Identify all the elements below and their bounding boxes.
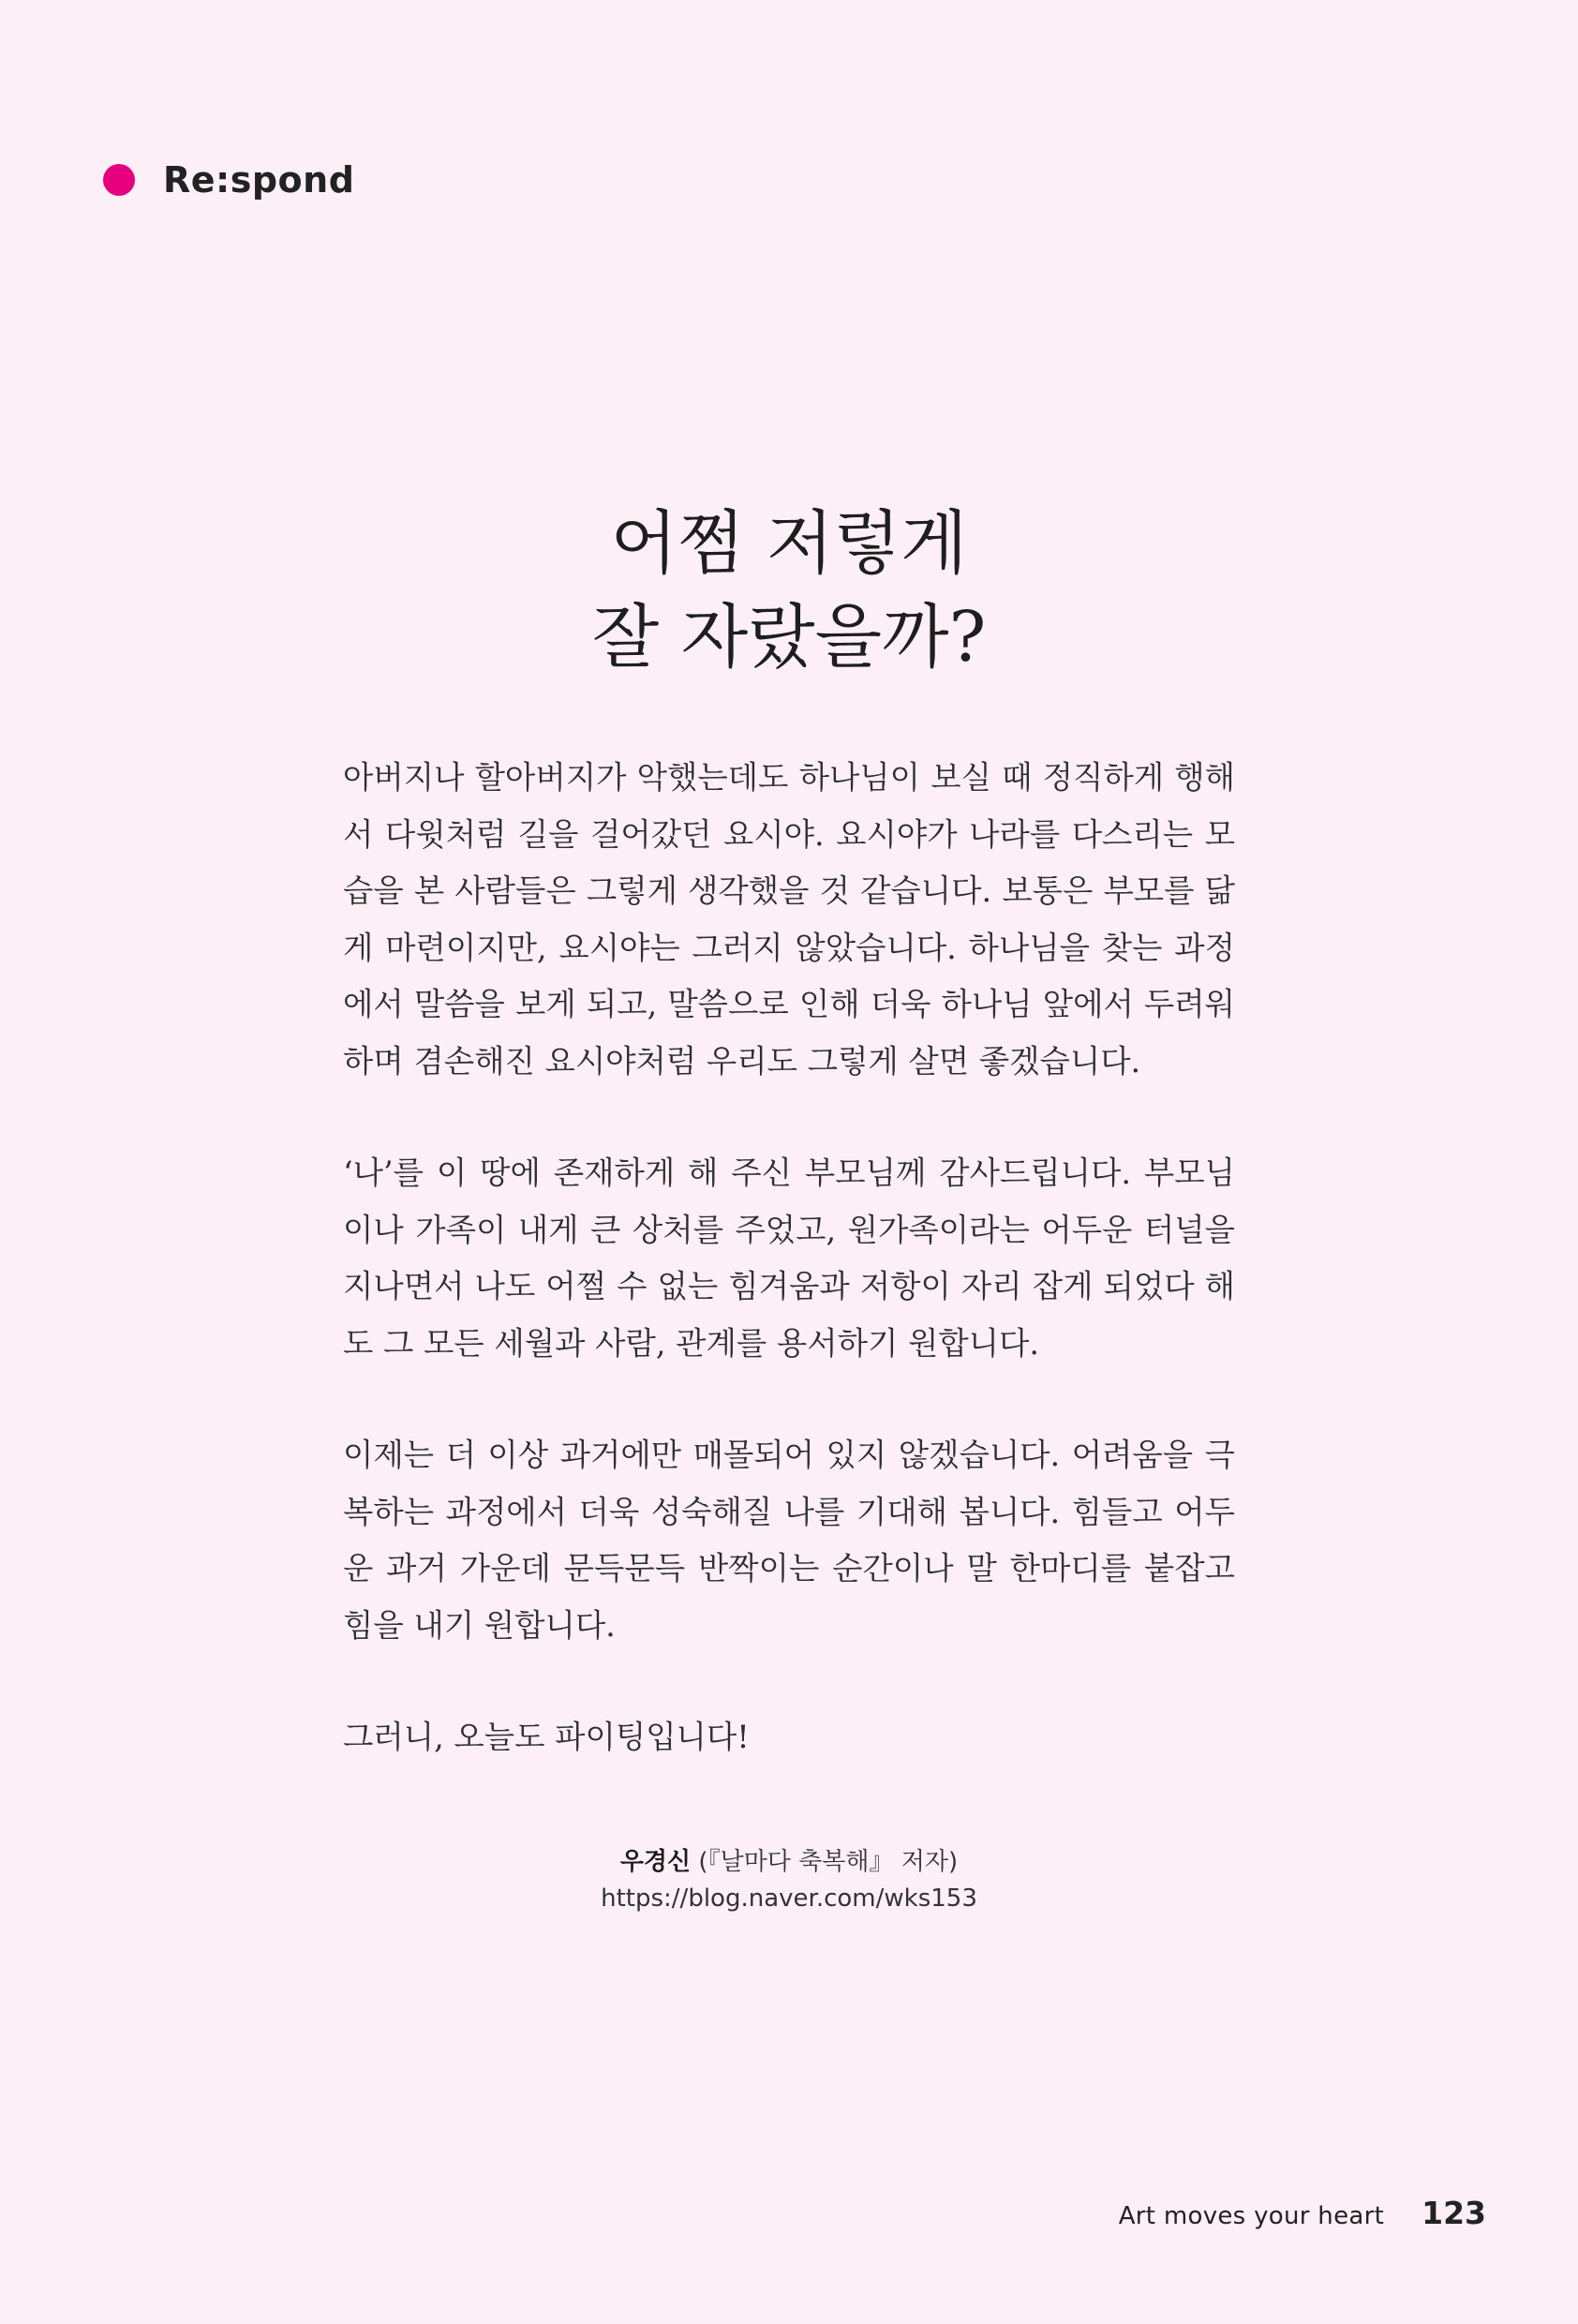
author-name: 우경신: [619, 1848, 692, 1876]
author-book-note: (『날마다 축복해』 저자): [691, 1848, 959, 1876]
article-title: [0, 497, 1578, 684]
section-header: [103, 159, 354, 201]
article-body: [343, 750, 1235, 1766]
author-blog-url: https://blog.naver.com/wks153: [601, 1885, 977, 1913]
section-label: Re:spond: [163, 159, 355, 201]
page-number: 123: [1422, 2195, 1486, 2231]
body-paragraph-2: ‘나’를 이 땅에 존재하게 해 주신 부모님께 감사드립니다. 부모님이나 가족이 내게 큰 상처를 주었고, 원가족이라는 어두운 터널을 지나면서 나도 어쩔 수 없는 힘겨움과 저항이 자리 잡게 되었다 해도 그 모든 세월과 사람, 관계를 용서하기 원합니다.: [343, 1155, 1235, 1362]
author-byline: [0, 1844, 1578, 1917]
author-line: [0, 1844, 1578, 1881]
body-paragraph-4: 그러니, 오늘도 파이팅입니다!: [343, 1719, 750, 1755]
footer-slogan: Art moves your heart: [1118, 2202, 1385, 2230]
body-paragraph-3: 이제는 더 이상 과거에만 매몰되어 있지 않겠습니다. 어려움을 극복하는 과정에서 더욱 성숙해질 나를 기대해 봅니다. 힘들고 어두운 과거 가운데 문득문득 반짝이는 순간이나 말 한마디를 붙잡고 힘을 내기 원합니다.: [343, 1437, 1235, 1644]
title-line-1: 어쩜 저렇게: [610, 503, 968, 584]
page-footer: [1119, 2195, 1486, 2231]
section-bullet-dot: [103, 164, 135, 196]
title-line-2: 잘 자랐을까?: [591, 597, 987, 678]
body-paragraph-1: 아버지나 할아버지가 악했는데도 하나님이 보실 때 정직하게 행해서 다윗처럼 길을 걸어갔던 요시야. 요시야가 나라를 다스리는 모습을 본 사람들은 그렇게 생각했을 것 같습니다. 보통은 부모를 닮게 마련이지만, 요시야는 그러지 않았습니다. 하나님을 찾는 과정에서 말씀을 보게 되고, 말씀으로 인해 더욱 하나님 앞에서 두려워하며 겸손해진 요시야처럼 우리도 그렇게 살면 좋겠습니다.: [343, 759, 1235, 1080]
